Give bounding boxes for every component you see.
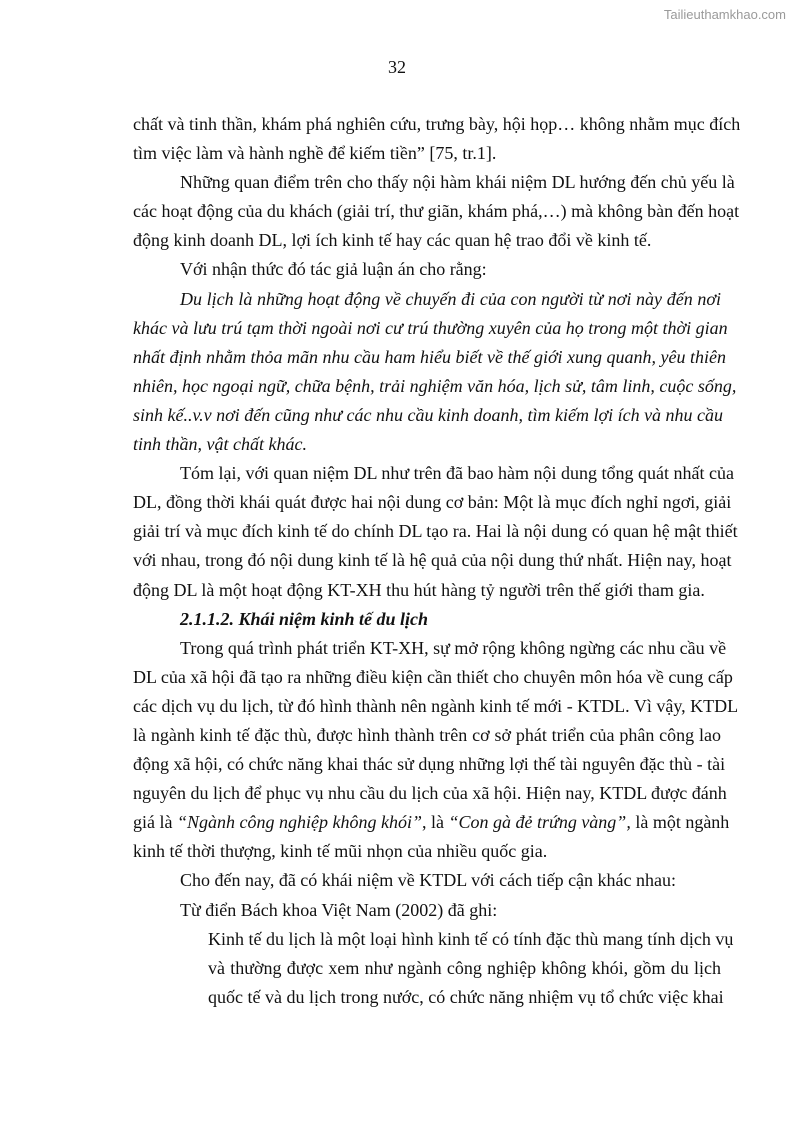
paragraph-start-line: Từ điển Bách khoa Việt Nam (2002) đã ghi:: [180, 899, 498, 920]
text-fragment: , là: [421, 812, 449, 833]
paragraph-start-line: Những quan điểm trên cho thấy nội hàm khái niệm DL hướng đến chủ yếu là: [180, 172, 735, 193]
text-line: giải trí và mục đích kinh tế do chính DL tạo ra. Hai là nội dung có quan hệ mật thiết: [133, 521, 738, 542]
text-line: DL của xã hội đã tạo ra những điều kiện cần thiết cho chuyên môn hóa về cung cấp: [133, 666, 733, 687]
block-quote-line: Kinh tế du lịch là một loại hình kinh tế có tính đặc thù mang tính dịch vụ: [208, 928, 734, 949]
text-line-mixed: [133, 808, 730, 837]
definition-line: khác và lưu trú tạm thời ngoài nơi cư trú thường xuyên của họ trong một thời gian: [133, 317, 728, 338]
definition-line: tinh thần, vật chất khác.: [133, 434, 307, 455]
paragraph-start-line: Cho đến nay, đã có khái niệm về KTDL với cách tiếp cận khác nhau:: [180, 870, 677, 891]
text-fragment: là một ngành: [630, 812, 730, 833]
watermark-text: Tailieuthamkhao.com: [663, 7, 786, 22]
paragraph-start-line: Tóm lại, với quan niệm DL như trên đã bao hàm nội dung tổng quát nhất của: [180, 463, 734, 484]
text-fragment: giá là: [133, 812, 177, 833]
text-line: với nhau, trong đó nội dung kinh tế là hệ quả của nội dung thứ nhất. Hiện nay, hoạt: [133, 550, 732, 571]
italic-quote: “Con gà đẻ trứng vàng”,: [448, 812, 631, 833]
italic-quote: “Ngành công nghiệp không khói”: [176, 812, 422, 833]
text-line: động xã hội, có chức năng khai thác sử dụng những lợi thế tài nguyên đặc thù - tài: [133, 754, 726, 775]
definition-line: sinh kế..v.v nơi đến cũng như các nhu cầu kinh doanh, tìm kiếm lợi ích và nhu cầu: [133, 404, 724, 425]
text-line: các hoạt động của du khách (giải trí, thư giãn, khám phá,…) mà không bàn đến hoạt: [133, 201, 740, 222]
paragraph-start-line: Trong quá trình phát triển KT-XH, sự mở rộng không ngừng các nhu cầu về: [180, 637, 727, 658]
definition-line: nhất định nhằm thỏa mãn nhu cầu ham hiểu biết về thế giới xung quanh, yêu thiên: [133, 346, 727, 367]
text-line: chất và tinh thần, khám phá nghiên cứu, trưng bày, hội họp… không nhằm mục đích: [133, 114, 741, 134]
text-line: nguyên du lịch để phục vụ nhu cầu du lịch của xã hội. Hiện nay, KTDL được đánh: [133, 783, 727, 804]
text-line: là ngành kinh tế đặc thù, được hình thành trên cơ sở phát triển của phân công lao: [133, 724, 721, 745]
page-number: 32: [388, 57, 406, 77]
block-quote-line: và thường được xem như ngành công nghiệp không khói, gồm du lịch: [208, 957, 721, 978]
block-quote-line: quốc tế và du lịch trong nước, có chức năng nhiệm vụ tổ chức việc khai: [208, 986, 724, 1007]
definition-line: nhiên, học ngoại ngữ, chữa bệnh, trải nghiệm văn hóa, lịch sử, tâm linh, cuộc sống,: [133, 375, 737, 396]
paragraph-start-line: Với nhận thức đó tác giả luận án cho rằng:: [180, 259, 487, 280]
section-heading: 2.1.1.2. Khái niệm kinh tế du lịch: [180, 608, 429, 629]
document-body: [133, 110, 741, 1012]
text-line: kinh tế thời thượng, kinh tế mũi nhọn của nhiều quốc gia.: [133, 841, 548, 862]
text-line: DL, đồng thời khái quát được hai nội dung cơ bản: Một là mục đích nghỉ ngơi, giải: [133, 492, 732, 513]
text-line: các dịch vụ du lịch, từ đó hình thành nên ngành kinh tế mới - KTDL. Vì vậy, KTDL: [133, 695, 739, 716]
text-line: động DL là một hoạt động KT-XH thu hút hàng tỷ người trên thế giới tham gia.: [133, 579, 705, 600]
definition-line: Du lịch là những hoạt động về chuyến đi của con người từ nơi này đến nơi: [180, 288, 721, 309]
text-line: tìm việc làm và hành nghề để kiếm tiền” [75, tr.1].: [133, 143, 497, 164]
text-line: động kinh doanh DL, lợi ích kinh tế hay các quan hệ trao đổi về kinh tế.: [133, 230, 652, 251]
